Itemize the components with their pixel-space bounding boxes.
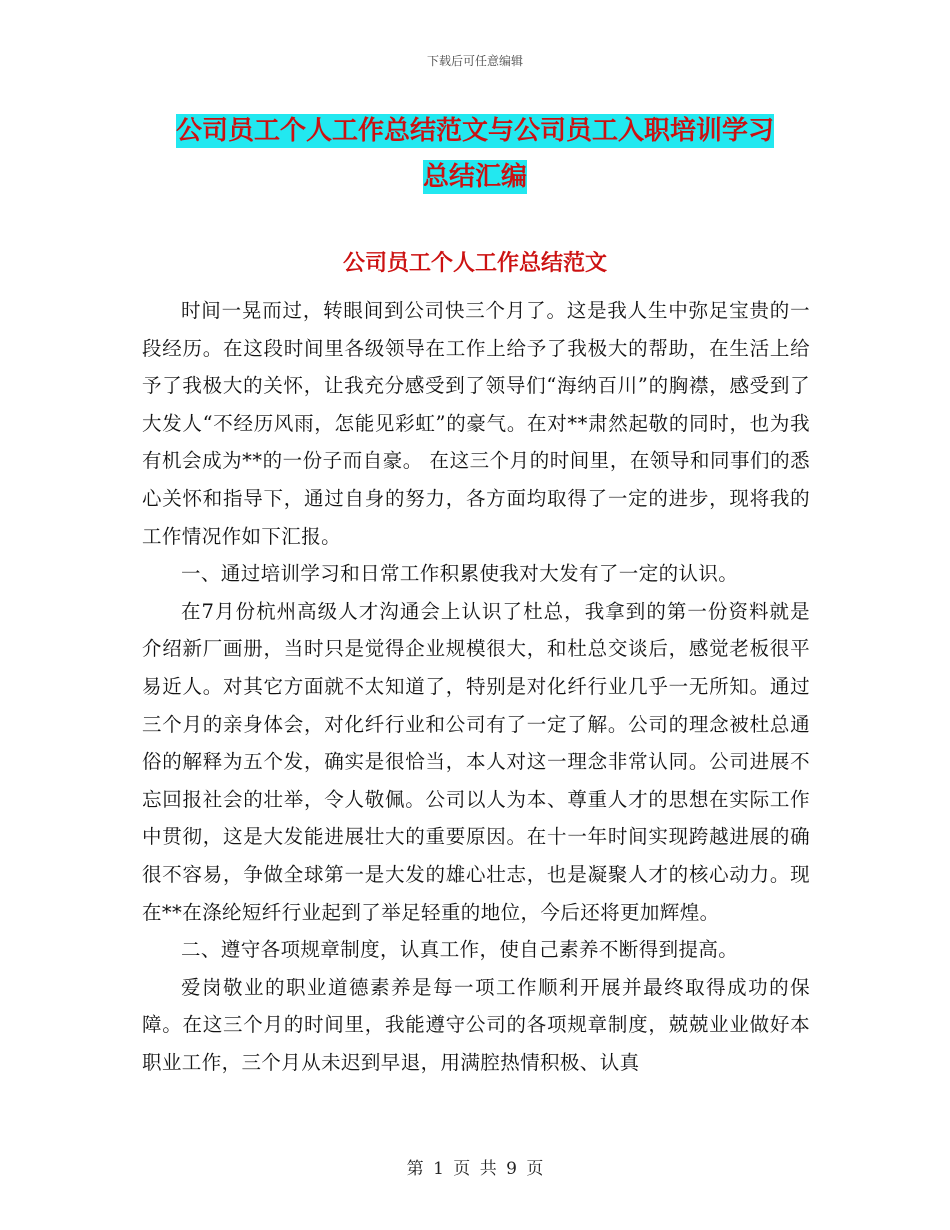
document-title-line1: 公司员工个人工作总结范文与公司员工入职培训学习	[175, 116, 774, 146]
paragraph-company-understanding: 在7月份杭州高级人才沟通会上认识了杜总，我拿到的第一份资料就是介绍新厂画册，当时只是觉得企业规模很大，和杜总交谈后，感觉老板很平易近人。对其它方面就不太知道了，特别是对化纤行业几乎一无所知。通过三个月的亲身体会，对化纤行业和公司有了一定了解。公司的理念被杜总通俗的解释为五个发，确实是很恰当，本人对这一理念非常认同。公司进展不忘回报社会的壮举，令人敬佩。公司以人为本、尊重人才的思想在实际工作中贯彻，这是大发能进展壮大的重要原因。在十一年时间实现跨越进展的确很不容易，争做全球第一是大发的雄心壮志，也是凝聚人才的核心动力。现在**在涤纶短纤行业起到了举足轻重的地位，今后还将更加辉煌。	[142, 599, 810, 924]
paragraph-discipline: 爱岗敬业的职业道德素养是每一项工作顺利开展并最终取得成功的保障。在这三个月的时间里，我能遵守公司的各项规章制度，兢兢业业做好本职业工作，三个月从未迟到早退，用满腔热情积极、认真	[142, 975, 810, 1074]
section-title: 公司员工个人工作总结范文	[342, 251, 607, 276]
paragraph-heading-one: 一、通过培训学习和日常工作积累使我对大发有了一定的认识。	[181, 562, 739, 586]
paragraph-intro: 时间一晃而过，转眼间到公司快三个月了。这是我人生中弥足宝贵的一段经历。在这段时间里各级领导在工作上给予了我极大的帮助，在生活上给予了我极大的关怀，让我充分感受到了领导们“海纳百川”的胸襟，感受到了大发人“不经历风雨，怎能见彩虹”的豪气。在对**肃然起敬的同时，也为我有机会成为**的一份子而自豪。 在这三个月的时间里，在领导和同事们的悉心关怀和指导下，通过自身的努力，各方面均取得了一定的进步，现将我的工作情况作如下汇报。	[142, 299, 810, 548]
document-title-line2: 总结汇编	[422, 162, 527, 192]
document-title	[140, 108, 810, 200]
page-number: 第 1 页 共 9 页	[406, 1159, 544, 1179]
page-header-note: 下载后可任意编辑	[426, 54, 523, 68]
paragraph-heading-two: 二、遵守各项规章制度，认真工作，使自己素养不断得到提高。	[181, 938, 739, 962]
document-body	[142, 292, 810, 1081]
